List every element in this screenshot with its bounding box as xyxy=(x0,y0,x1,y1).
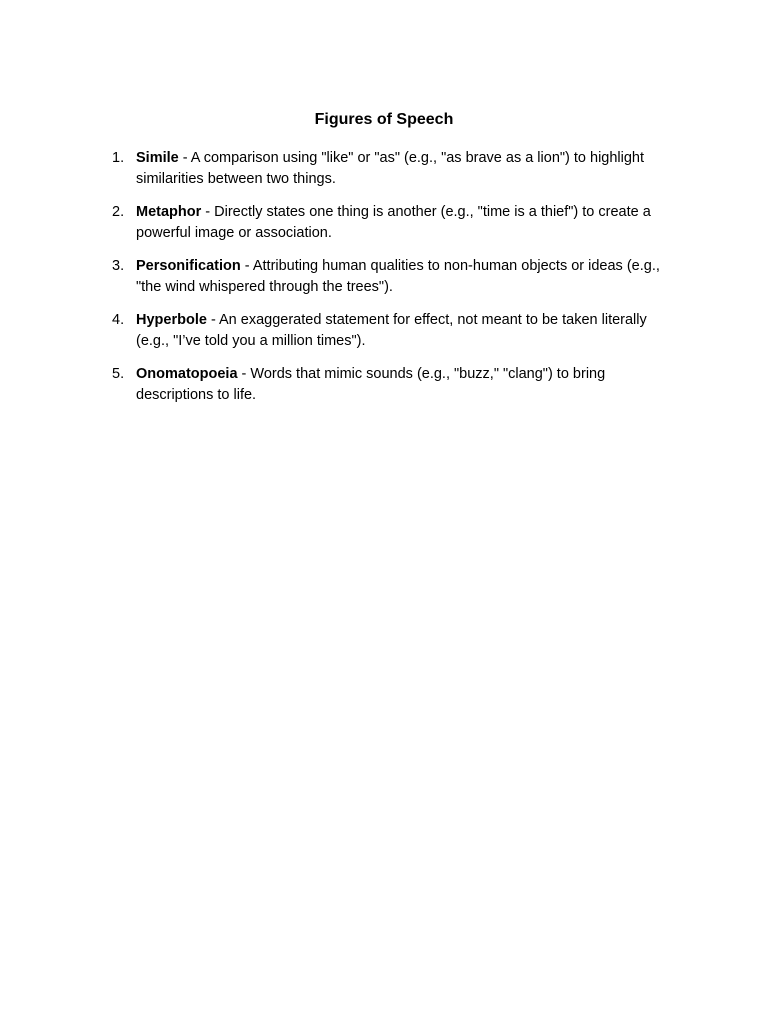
list-item-term: Hyperbole xyxy=(136,312,207,328)
list-item-description: - Directly states one thing is another (e.g., "time is a thief") to create a powerful image or association. xyxy=(136,204,651,241)
list-item-number: 1. xyxy=(112,150,125,166)
list-item-text xyxy=(136,364,682,405)
list-item-metaphor xyxy=(112,202,682,243)
list-item-term: Personification xyxy=(136,258,241,274)
list-item-number: 4. xyxy=(112,312,125,328)
figures-list xyxy=(112,148,682,418)
list-item-description: - A comparison using "like" or "as" (e.g., "as brave as a lion") to highlight similarities between two things. xyxy=(136,150,645,187)
list-item-text xyxy=(136,310,682,351)
list-item-term: Onomatopoeia xyxy=(136,366,238,382)
list-item-term: Simile xyxy=(136,150,179,166)
list-item-text xyxy=(136,148,682,189)
list-item-description: - Words that mimic sounds (e.g., "buzz," "clang") to bring descriptions to life. xyxy=(136,366,606,403)
list-item-number: 2. xyxy=(112,204,125,220)
list-item-number: 5. xyxy=(112,366,125,382)
list-item-hyperbole xyxy=(112,310,682,351)
list-item-description: - An exaggerated statement for effect, not meant to be taken literally (e.g., "I’ve told you a million times"). xyxy=(136,312,647,349)
list-item-text xyxy=(136,256,682,297)
list-item-description: - Attributing human qualities to non-human objects or ideas (e.g., "the wind whispered through the trees"). xyxy=(136,258,660,295)
list-item-number: 3. xyxy=(112,258,125,274)
list-item-term: Metaphor xyxy=(136,204,202,220)
list-item-onomatopoeia xyxy=(112,364,682,405)
page-title: Figures of Speech xyxy=(314,111,454,128)
list-item-personification xyxy=(112,256,682,297)
list-item-text xyxy=(136,202,682,243)
list-item-simile xyxy=(112,148,682,189)
